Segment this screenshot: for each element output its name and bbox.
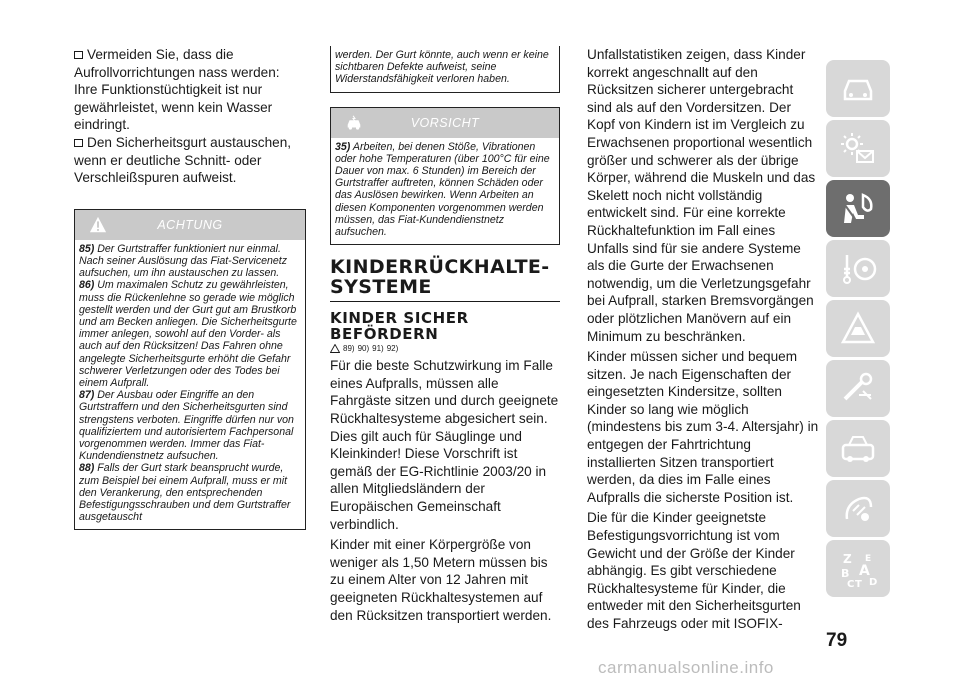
index-letter: B [841,566,850,580]
technical-data-icon [837,429,879,469]
index-icon [837,549,879,589]
column-left [74,46,306,530]
maintenance-icon [837,369,879,409]
index-letter: C [847,578,855,589]
caution-box-header [331,108,559,138]
tab-multimedia[interactable] [826,480,890,537]
car-icon [837,69,879,109]
heading-divider [330,301,560,302]
warning-box-body [75,240,305,530]
warning-box [74,209,306,531]
bullet-list [74,46,306,187]
list-item: 35) Arbeiten, bei denen Stöße, Vibrationen oder hohe Temperaturen (über 100°C für eine Dauer von max. 6 Stunden) im Bereich der Gurtstraffer auftreten, können Schäden oder das Auslösen bewirken. Wenn Arbeiten an diesen Komponenten vorgenommen werden müssen, das Fiat-Kundendienstnetz aufsuchen. [335,140,550,239]
index-letter: D [869,576,878,588]
column-right [587,46,819,633]
multimedia-icon [837,489,879,529]
car-damage-icon [345,114,363,132]
checkbox-bullet-icon [74,51,83,59]
list-item: 85) Der Gurtstraffer funktioniert nur einmal. Nach seiner Auslösung das Fiat-Servicenetz aufsuchen, um ihn austauschen zu lassen. [79,242,288,280]
body-text [587,46,819,633]
tab-warning-lights[interactable] [826,120,890,177]
caution-title: VORSICHT [410,115,480,130]
page-number: 79 [826,630,848,651]
paragraph: Für die beste Schutzwirkung im Falle eines Aufpralls, müssen alle Fahrgäste sitzen und durch geeignete Rückhaltesysteme abgesichert sein. Dies gilt auch für Säuglinge und Kleinkinder! Diese Vorschrift ist gemäß der EG-Richtlinie 2003/20 in allen Mitgliedsländern der Europäischen Gemeinschaft verbindlich. [330,358,559,532]
warning-title: ACHTUNG [157,217,223,232]
tab-safety[interactable] [826,180,890,237]
paragraph: Unfallstatistiken zeigen, dass Kinder korrekt angeschnallt auf den Rücksitzen sicherer untergebracht sind als auf den Vordersitzen. Der Kopf von Kindern ist im Vergleich zu Erwachsenen proportional wesentlich größer und schwerer als der übrige Körper, während die Muskeln und das Skelett noch nicht vollständig entwickelt sind. Für eine korrekte Rückhaltefunktion im Fall eines Unfalls sind für sie andere Systeme als die Gurte der Erwachsenen notwendig, um die Verletzungsgefahr bei Aufprall, starken Bremsvorgängen oder plötzlichen Manövern auf ein Minimum zu beschränken. [587,47,816,344]
tab-index[interactable] [826,540,890,597]
caution-box-body [331,138,559,245]
chapter-tabs [826,60,890,600]
reference-markers: 89) 90) 91) 92) [330,344,560,353]
seatbelt-airbag-icon [837,189,879,229]
checkbox-bullet-icon [74,139,83,147]
tab-car[interactable] [826,60,890,117]
paragraph: Kinder mit einer Körpergröße von weniger als 1,50 Metern müssen bis zu einem Alter von 12 Jahren mit geeigneten Rückhaltesystemen auf den Rücksitzen transportiert werden. [330,537,552,623]
index-letter: A [859,562,870,579]
section-heading: KINDERRÜCKHALTE-SYSTEME [330,256,550,299]
tab-technical-data[interactable] [826,420,890,477]
paragraph: Kinder müssen sicher und bequem sitzen. Je nach Eigenschaften der eingesetzten Kindersitze, sollten Kinder so lang wie möglich (mindestens bis zum 3-4. Altersjahr) in entgegen der Fahrtrichtung installierten Sitzen transportiert werden, da dies im Falle eines Aufpralls die sicherste Position ist. [587,349,819,505]
index-letter: Z [843,551,852,566]
reference-triangle-icon [330,344,340,353]
tab-maintenance[interactable] [826,360,890,417]
body-text [330,357,560,624]
tab-emergency[interactable] [826,300,890,357]
paragraph: Die für die Kinder geeignetste Befestigungsvorrichtung ist vom Gewicht und der Größe der Kinder abhängig. Es gibt verschiedene Rückhaltesysteme für Kinder, die entweder mit den Sicherheitsgurten des Fahrzeugs oder mit ISOFIX- [587,510,801,631]
warning-continued-text: werden. Der Gurt könnte, auch wenn er keine sichtbaren Defekte aufweist, seine Widerstandsfähigkeit verloren haben. [335,49,549,86]
tab-starting-driving[interactable] [826,240,890,297]
index-letter: T [855,578,862,589]
warning-box-header [75,210,305,240]
list-item: Vermeiden Sie, dass die Aufrollvorrichtungen nass werden: Ihre Funktionstüchtigkeit ist nur gewährleistet, wenn kein Wasser eindringt. [74,47,280,133]
caution-box [330,107,560,246]
breakdown-icon [837,309,879,349]
list-item: Den Sicherheitsgurt austauschen, wenn er deutliche Schnitt- oder Verschleißspuren aufweist. [74,134,292,186]
warning-triangle-icon [89,216,107,234]
column-middle [330,46,560,624]
subsection-heading: KINDER SICHER BEFÖRDERN [330,309,469,344]
index-letter: E [865,553,872,564]
list-item: 86) Um maximalen Schutz zu gewährleisten, muss die Rückenlehne so gerade wie möglich gestellt werden und der Gurt gut am Brustkorb und am Becken anliegen. Die Sicherheitsgurte immer anlegen, sowohl auf den Vorder- als auch auf den Rücksitzen! Das Fahren ohne angelegte Sicherheitsgurte erhöht die Gefahr schwerer Verletzungen oder des Todes bei einem Aufprall. [79,279,297,389]
warning-lights-icon [837,129,879,169]
list-item: 87) Der Ausbau oder Eingriffe an den Gurtstraffern und den Sicherheitsgurten sind strengstens verboten. Eingriffe dürfen nur von qualifiziertem und autorisiertem Fachpersonal vorgenommen werden. Immer das Fiat-Kundendienstnetz aufsuchen. [79,389,294,463]
key-steering-icon [837,249,879,289]
warning-box-continued [330,46,560,93]
list-item: 88) Falls der Gurt stark beansprucht wurde, zum Beispiel bei einem Aufprall, muss er mit den Verankerung, den entsprechenden Befestigungsschrauben und dem Gurtstraffer ausgetauscht [79,462,291,524]
watermark: carmanualsonline.info [598,658,774,677]
